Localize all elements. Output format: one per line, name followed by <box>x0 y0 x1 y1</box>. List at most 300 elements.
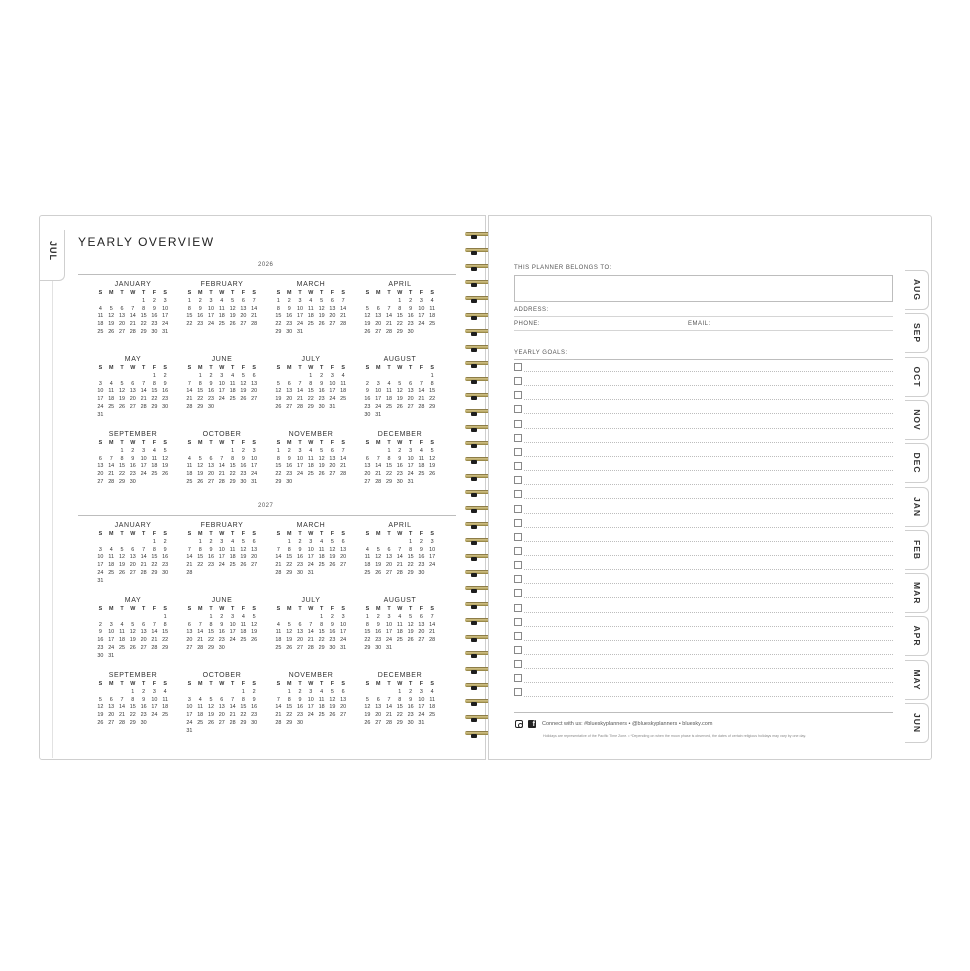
weekday-letter: F <box>152 365 157 371</box>
day-number: 6 <box>252 538 256 545</box>
goal-line[interactable] <box>524 569 893 570</box>
day-number: 11 <box>162 696 168 703</box>
day-number: 8 <box>276 305 280 312</box>
goal-line[interactable] <box>524 612 893 613</box>
week-row <box>273 404 349 412</box>
day-number <box>138 412 149 420</box>
day-number: 4 <box>309 297 313 304</box>
tab-label: AUG <box>912 279 922 301</box>
week-row <box>95 539 171 547</box>
week-row <box>273 448 349 456</box>
day-number: 20 <box>340 554 347 561</box>
goal-checkbox[interactable] <box>514 391 522 399</box>
owner-name-field[interactable] <box>514 275 893 302</box>
week-row <box>362 689 438 697</box>
day-number: 8 <box>198 380 202 387</box>
goal-row[interactable] <box>514 674 893 688</box>
goal-line[interactable] <box>524 428 893 429</box>
weekday-letter: W <box>308 531 314 537</box>
goal-line[interactable] <box>524 399 893 400</box>
week-row <box>95 554 171 562</box>
day-number <box>227 645 238 653</box>
day-number <box>149 412 160 420</box>
weekday-header <box>95 365 171 373</box>
goal-line[interactable] <box>524 371 893 372</box>
goal-row[interactable] <box>514 547 893 561</box>
weekday-letter: S <box>430 681 434 687</box>
goal-row[interactable] <box>514 561 893 575</box>
week-row <box>273 689 349 697</box>
tab-jan[interactable] <box>905 487 929 527</box>
day-number: 13 <box>407 388 414 395</box>
goal-line[interactable] <box>524 513 893 514</box>
weekday-letter: F <box>241 606 246 612</box>
goal-row[interactable] <box>514 377 893 391</box>
day-number: 17 <box>162 313 169 320</box>
day-number: 12 <box>375 554 382 561</box>
day-number: 18 <box>151 463 158 470</box>
weekday-letter: W <box>219 365 225 371</box>
goal-checkbox[interactable] <box>514 505 522 513</box>
tab-jul[interactable] <box>40 230 65 281</box>
goal-checkbox[interactable] <box>514 660 522 668</box>
day-number: 21 <box>385 712 392 719</box>
weekday-letter: W <box>308 365 314 371</box>
day-number: 3 <box>142 447 146 454</box>
day-number <box>284 614 295 622</box>
day-number: 28 <box>118 719 125 726</box>
weekday-letter: T <box>319 531 324 537</box>
day-number: 19 <box>318 313 325 320</box>
goal-row[interactable] <box>514 646 893 660</box>
weekday-header <box>362 531 438 539</box>
day-number: 21 <box>197 637 204 644</box>
goal-row[interactable] <box>514 533 893 547</box>
day-number <box>127 578 138 586</box>
goal-line[interactable] <box>524 696 893 697</box>
day-number: 4 <box>309 447 313 454</box>
day-number: 29 <box>118 478 125 485</box>
day-number <box>394 645 405 653</box>
tab-may[interactable] <box>905 660 929 700</box>
day-number: 30 <box>418 569 425 576</box>
day-number <box>149 479 160 487</box>
day-number: 16 <box>162 554 169 561</box>
day-number: 29 <box>140 328 147 335</box>
day-number: 5 <box>209 696 213 703</box>
day-number: 2 <box>287 447 291 454</box>
day-number: 17 <box>296 463 303 470</box>
day-number: 21 <box>340 463 347 470</box>
day-number: 10 <box>162 305 169 312</box>
month-name: AUGUST <box>383 597 417 604</box>
goal-line[interactable] <box>524 484 893 485</box>
goal-checkbox[interactable] <box>514 632 522 640</box>
day-number <box>394 412 405 420</box>
day-number <box>127 539 138 547</box>
goal-checkbox[interactable] <box>514 674 522 682</box>
goal-line[interactable] <box>524 527 893 528</box>
week-row <box>273 629 349 637</box>
day-number: 6 <box>376 696 380 703</box>
day-number: 9 <box>398 455 402 462</box>
weekday-letter: F <box>152 606 157 612</box>
weekday-letter: S <box>98 290 103 296</box>
day-number: 9 <box>209 546 213 553</box>
tab-mar[interactable] <box>905 573 929 613</box>
weekday-letter: M <box>375 606 381 612</box>
weekday-letter: T <box>120 365 124 371</box>
goal-checkbox[interactable] <box>514 561 522 569</box>
day-number <box>184 373 195 381</box>
day-number: 27 <box>129 403 136 410</box>
day-number: 28 <box>385 328 392 335</box>
day-number: 22 <box>151 396 158 403</box>
goal-checkbox[interactable] <box>514 547 522 555</box>
goal-line[interactable] <box>524 682 893 683</box>
day-number: 12 <box>207 704 214 711</box>
day-number: 8 <box>387 455 391 462</box>
day-number: 6 <box>341 688 345 695</box>
goal-row[interactable] <box>514 420 893 434</box>
goal-row[interactable] <box>514 519 893 533</box>
goal-line[interactable] <box>524 456 893 457</box>
day-number: 5 <box>120 380 124 387</box>
goal-row[interactable] <box>514 462 893 476</box>
goal-line[interactable] <box>524 668 893 669</box>
day-number: 10 <box>151 696 158 703</box>
goal-row[interactable] <box>514 660 893 674</box>
day-number <box>160 412 171 420</box>
week-row <box>362 388 438 396</box>
day-number: 20 <box>375 712 382 719</box>
month-calendar <box>184 596 260 653</box>
day-number <box>127 373 138 381</box>
month-name: OCTOBER <box>202 672 242 679</box>
day-number: 16 <box>329 629 336 636</box>
day-number: 20 <box>364 471 371 478</box>
week-row <box>362 697 438 705</box>
day-number: 8 <box>287 546 291 553</box>
day-number: 18 <box>229 388 236 395</box>
goal-row[interactable] <box>514 505 893 519</box>
day-number: 28 <box>151 644 158 651</box>
day-number: 13 <box>129 388 136 395</box>
goal-line[interactable] <box>524 413 893 414</box>
weekday-letter: T <box>230 531 235 537</box>
day-number: 23 <box>407 712 414 719</box>
day-number: 21 <box>385 321 392 328</box>
day-number: 5 <box>276 380 280 387</box>
day-number: 4 <box>109 380 113 387</box>
day-number: 9 <box>142 696 146 703</box>
goal-checkbox[interactable] <box>514 688 522 696</box>
day-number <box>160 479 171 487</box>
day-number <box>394 539 405 547</box>
week-row <box>184 547 260 555</box>
day-number: 19 <box>396 396 403 403</box>
day-number: 25 <box>108 403 115 410</box>
day-number: 4 <box>231 538 235 545</box>
day-number: 3 <box>341 613 345 620</box>
week-row <box>362 456 438 464</box>
week-row <box>95 712 171 720</box>
weekday-letter: F <box>330 365 335 371</box>
goal-row[interactable] <box>514 448 893 462</box>
day-number: 19 <box>229 313 236 320</box>
day-number: 8 <box>276 455 280 462</box>
day-number: 20 <box>329 463 336 470</box>
goal-row[interactable] <box>514 575 893 589</box>
day-number: 30 <box>151 328 158 335</box>
day-number: 14 <box>275 554 282 561</box>
goal-row[interactable] <box>514 476 893 490</box>
week-row <box>273 614 349 622</box>
address-line[interactable] <box>514 316 893 317</box>
weekday-letter: F <box>330 606 335 612</box>
day-number: 12 <box>97 704 104 711</box>
week-row <box>184 720 260 728</box>
day-number: 18 <box>240 629 247 636</box>
goal-line[interactable] <box>524 640 893 641</box>
goal-row[interactable] <box>514 434 893 448</box>
goal-line[interactable] <box>524 442 893 443</box>
goal-line[interactable] <box>524 555 893 556</box>
day-number <box>338 570 349 578</box>
goal-checkbox[interactable] <box>514 490 522 498</box>
day-number: 9 <box>409 696 413 703</box>
day-number: 5 <box>365 696 369 703</box>
weekday-header <box>184 365 260 373</box>
week-row <box>273 539 349 547</box>
day-number <box>206 570 217 578</box>
day-number: 23 <box>151 321 158 328</box>
goal-row[interactable] <box>514 363 893 377</box>
day-number: 20 <box>108 712 115 719</box>
weekday-header <box>362 440 438 448</box>
goal-checkbox[interactable] <box>514 476 522 484</box>
day-number: 11 <box>318 546 325 553</box>
day-number <box>117 539 128 547</box>
goal-checkbox[interactable] <box>514 519 522 527</box>
day-number: 12 <box>429 455 436 462</box>
day-number <box>249 570 260 578</box>
month-calendar <box>95 280 171 337</box>
weekday-letter: T <box>408 365 413 371</box>
day-number <box>206 448 217 456</box>
facebook-icon[interactable]: f <box>528 720 536 728</box>
day-number <box>295 479 306 487</box>
weekday-letter: T <box>141 290 146 296</box>
goal-line[interactable] <box>524 385 893 386</box>
day-number: 9 <box>376 621 380 628</box>
goal-line[interactable] <box>524 626 893 627</box>
day-number: 1 <box>276 447 280 454</box>
day-number: 15 <box>229 463 236 470</box>
day-number: 20 <box>97 471 104 478</box>
day-number: 17 <box>140 463 147 470</box>
tab-oct[interactable] <box>905 357 929 397</box>
day-number: 22 <box>307 396 314 403</box>
day-number: 26 <box>318 471 325 478</box>
weekday-letter: T <box>298 290 302 296</box>
day-number <box>138 653 149 661</box>
day-number: 19 <box>375 562 382 569</box>
day-number: 13 <box>375 704 382 711</box>
week-row <box>95 329 171 337</box>
month-calendar <box>273 521 349 578</box>
goal-row[interactable] <box>514 589 893 603</box>
day-number: 21 <box>418 396 425 403</box>
weekday-letter: M <box>286 365 292 371</box>
day-number: 16 <box>286 313 293 320</box>
goal-checkbox[interactable] <box>514 405 522 413</box>
week-row <box>95 689 171 697</box>
goal-checkbox[interactable] <box>514 434 522 442</box>
day-number <box>338 720 349 728</box>
day-number: 12 <box>318 455 325 462</box>
goal-line[interactable] <box>524 498 893 499</box>
day-number: 4 <box>320 688 324 695</box>
day-number: 31 <box>407 478 414 485</box>
goal-checkbox[interactable] <box>514 646 522 654</box>
tab-dec[interactable] <box>905 443 929 483</box>
weekday-letter: T <box>319 681 324 687</box>
goal-checkbox[interactable] <box>514 618 522 626</box>
day-number: 18 <box>364 562 371 569</box>
day-number: 14 <box>197 629 204 636</box>
goal-checkbox[interactable] <box>514 363 522 371</box>
day-number: 21 <box>296 396 303 403</box>
tab-jun[interactable] <box>905 703 929 743</box>
week-row <box>184 396 260 404</box>
day-number <box>127 298 138 306</box>
day-number: 25 <box>429 321 436 328</box>
weekday-letter: T <box>298 365 302 371</box>
week-row <box>95 645 171 653</box>
goal-line[interactable] <box>524 470 893 471</box>
week-row <box>95 321 171 329</box>
goal-row[interactable] <box>514 688 893 702</box>
day-number: 8 <box>365 621 369 628</box>
instagram-icon[interactable] <box>515 720 523 728</box>
day-number: 9 <box>419 546 423 553</box>
goal-line[interactable] <box>524 583 893 584</box>
goal-checkbox[interactable] <box>514 448 522 456</box>
day-number <box>316 479 327 487</box>
goal-checkbox[interactable] <box>514 420 522 428</box>
day-number: 27 <box>240 321 247 328</box>
day-number: 12 <box>162 455 169 462</box>
weekday-letter: T <box>209 440 213 446</box>
day-number: 15 <box>207 629 214 636</box>
day-number: 24 <box>307 712 314 719</box>
day-number: 28 <box>251 321 258 328</box>
day-number <box>273 373 284 381</box>
day-number: 13 <box>385 554 392 561</box>
tab-feb[interactable] <box>905 530 929 570</box>
day-number: 16 <box>407 313 414 320</box>
goal-row[interactable] <box>514 490 893 504</box>
day-number: 28 <box>340 471 347 478</box>
day-number: 12 <box>275 388 282 395</box>
day-number: 25 <box>429 712 436 719</box>
weekday-letter: M <box>108 606 114 612</box>
day-number: 27 <box>140 644 147 651</box>
day-number: 30 <box>97 652 104 659</box>
day-number: 10 <box>251 455 258 462</box>
day-number: 7 <box>398 546 402 553</box>
day-number: 19 <box>286 637 293 644</box>
goal-row[interactable] <box>514 405 893 419</box>
day-number: 25 <box>340 396 347 403</box>
weekday-letter: T <box>298 440 302 446</box>
week-row <box>273 562 349 570</box>
tab-nov[interactable] <box>905 400 929 440</box>
tab-aug[interactable] <box>905 270 929 310</box>
goal-line[interactable] <box>524 541 893 542</box>
goal-checkbox[interactable] <box>514 604 522 612</box>
day-number: 24 <box>108 644 115 651</box>
day-number: 17 <box>375 396 382 403</box>
day-number: 5 <box>98 696 102 703</box>
day-number: 27 <box>364 478 371 485</box>
goal-checkbox[interactable] <box>514 589 522 597</box>
weekday-letter: S <box>252 290 256 296</box>
week-row <box>362 562 438 570</box>
day-number: 9 <box>98 629 102 636</box>
day-number: 22 <box>118 471 125 478</box>
goal-line[interactable] <box>524 654 893 655</box>
day-number: 29 <box>396 328 403 335</box>
day-number: 4 <box>430 688 434 695</box>
day-number: 30 <box>375 644 382 651</box>
day-number: 24 <box>407 471 414 478</box>
goal-checkbox[interactable] <box>514 377 522 385</box>
goal-line[interactable] <box>524 597 893 598</box>
day-number: 23 <box>218 637 225 644</box>
day-number: 12 <box>329 546 336 553</box>
tab-sep[interactable] <box>905 313 929 353</box>
goal-checkbox[interactable] <box>514 575 522 583</box>
day-number: 6 <box>187 621 191 628</box>
day-number: 25 <box>240 637 247 644</box>
day-number: 27 <box>186 644 193 651</box>
week-row <box>184 712 260 720</box>
day-number: 24 <box>186 719 193 726</box>
week-row <box>273 298 349 306</box>
weekday-header <box>273 606 349 614</box>
goal-checkbox[interactable] <box>514 533 522 541</box>
contact-line[interactable] <box>514 330 893 331</box>
goal-row[interactable] <box>514 618 893 632</box>
day-number: 19 <box>108 321 115 328</box>
day-number: 13 <box>251 380 258 387</box>
goal-row[interactable] <box>514 391 893 405</box>
day-number: 9 <box>209 380 213 387</box>
goal-row[interactable] <box>514 604 893 618</box>
goal-checkbox[interactable] <box>514 462 522 470</box>
week-row <box>95 720 171 728</box>
goal-row[interactable] <box>514 632 893 646</box>
day-number: 27 <box>340 712 347 719</box>
day-number: 26 <box>229 321 236 328</box>
weekday-letter: T <box>319 440 324 446</box>
weekday-letter: M <box>286 290 292 296</box>
tab-apr[interactable] <box>905 616 929 656</box>
day-number: 29 <box>162 644 169 651</box>
day-number: 23 <box>296 712 303 719</box>
